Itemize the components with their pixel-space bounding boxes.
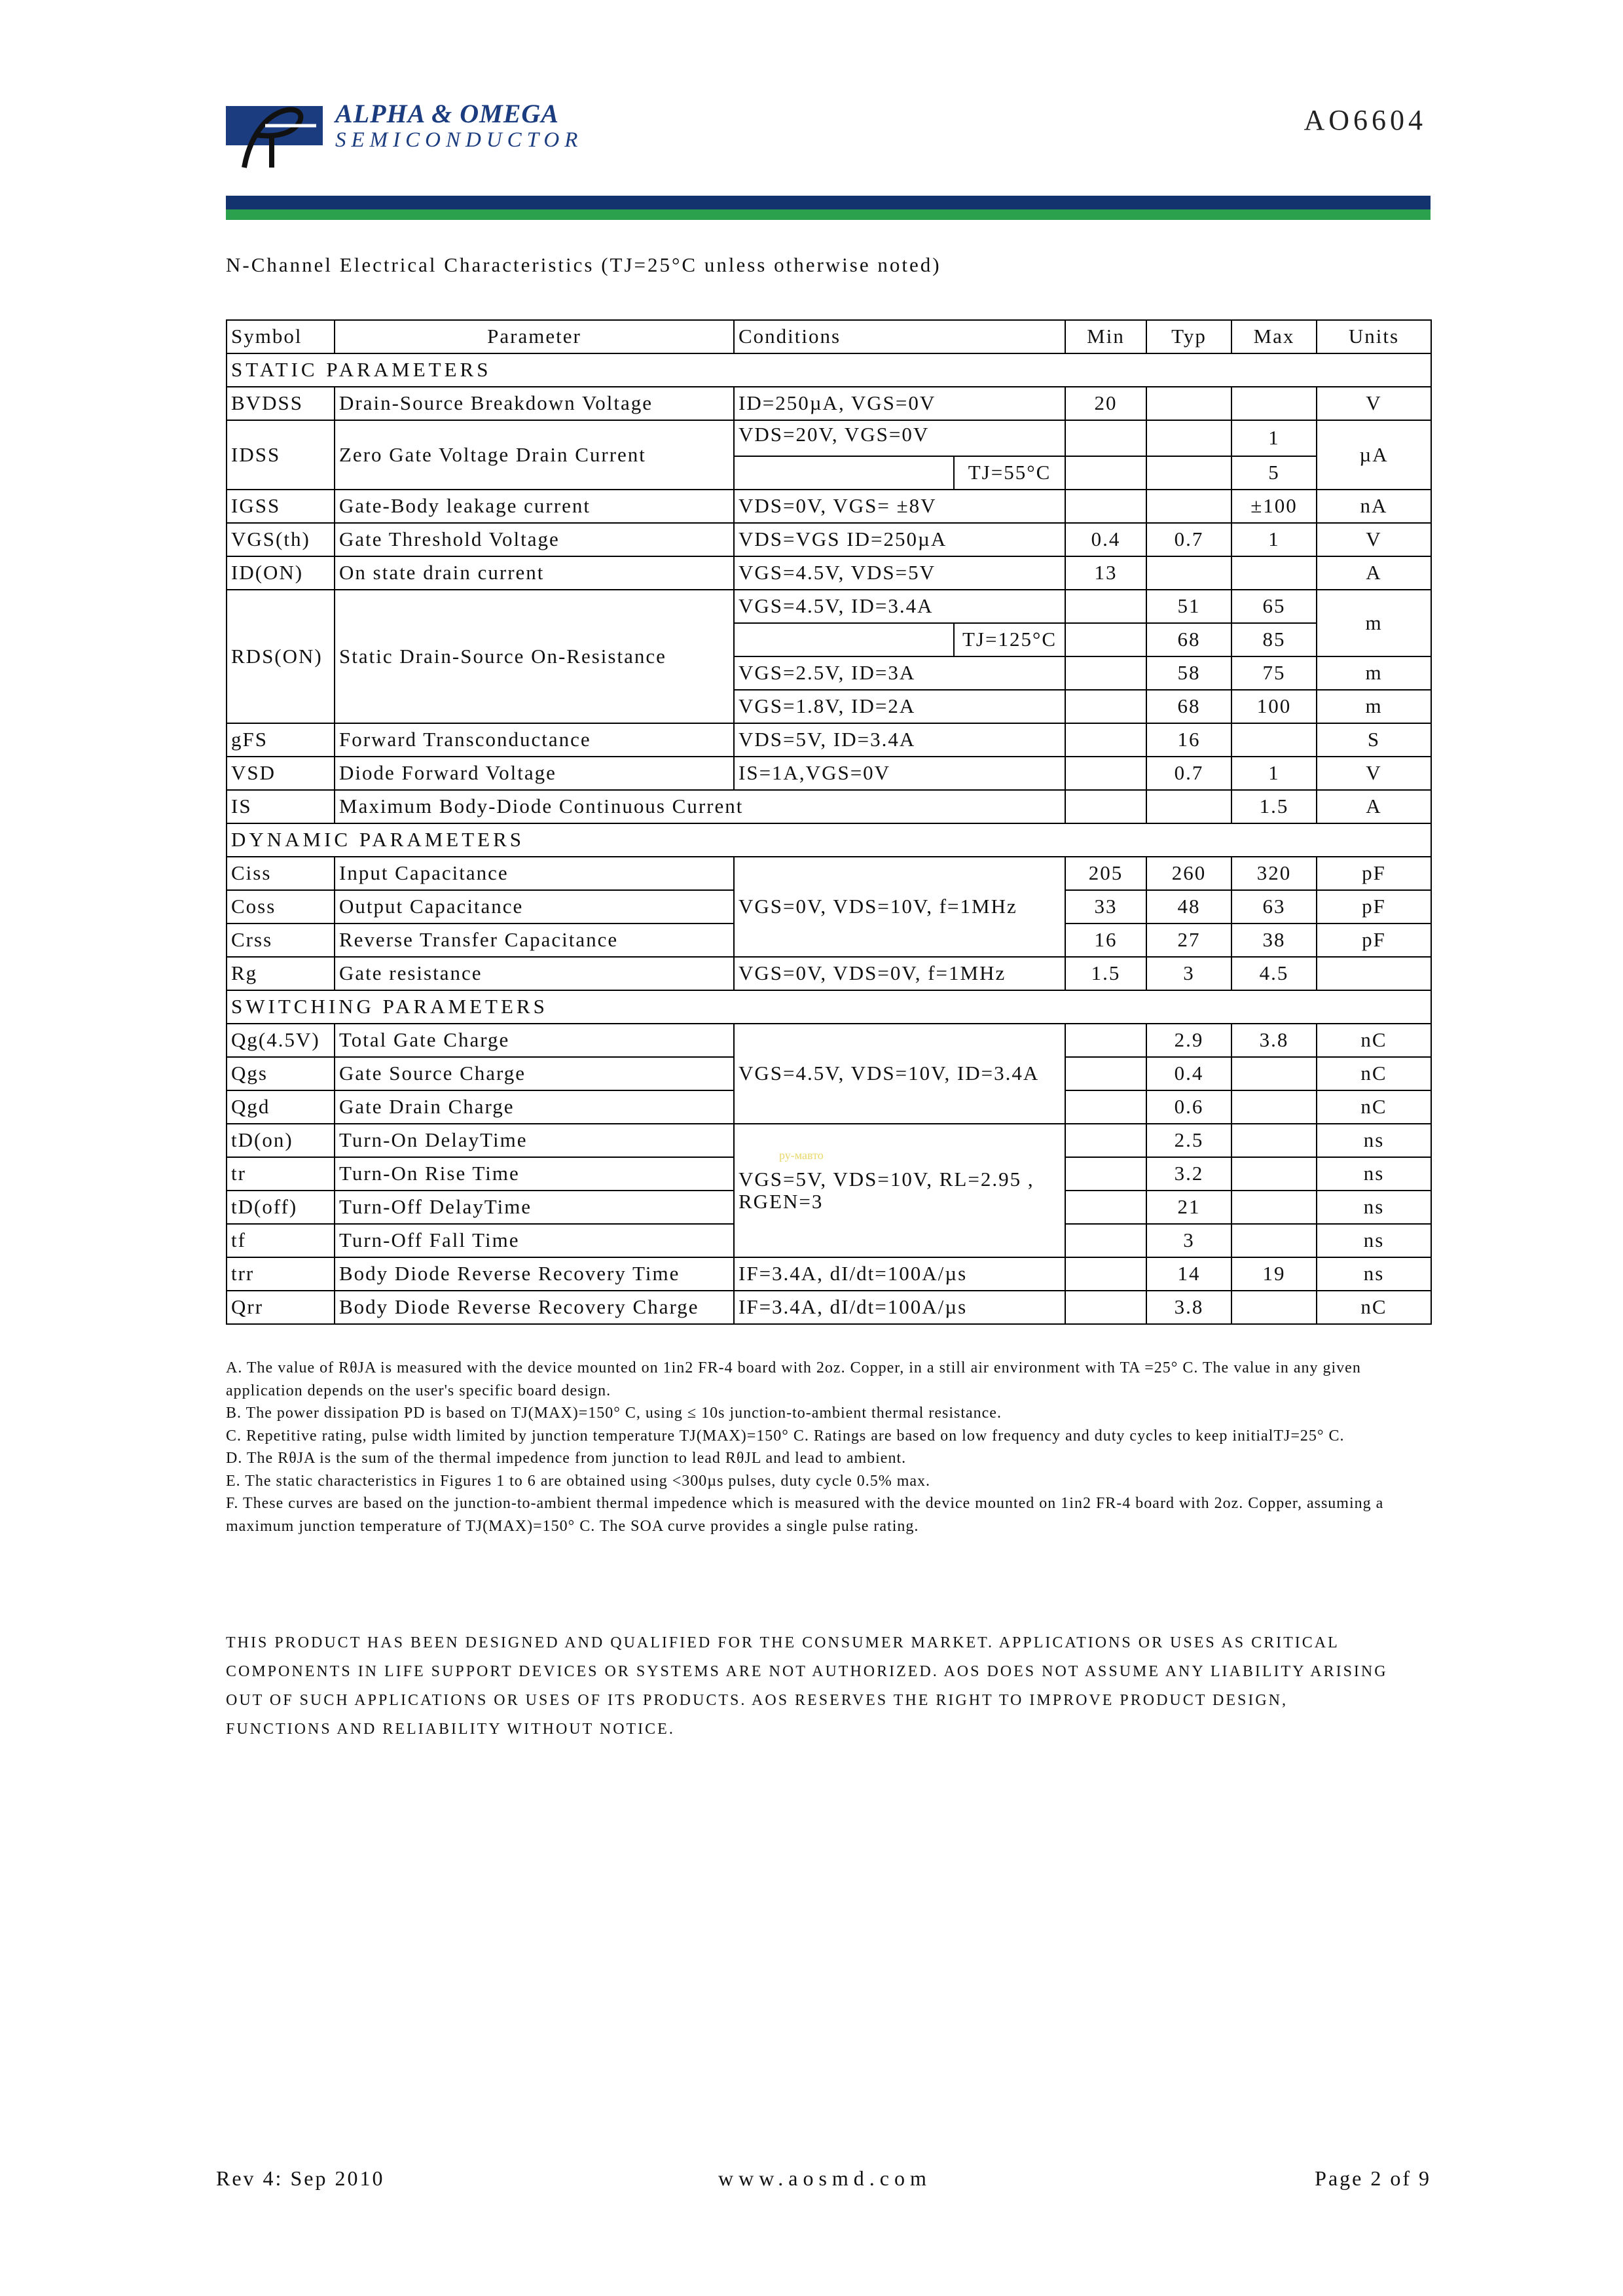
disclaimer-line: THIS PRODUCT HAS BEEN DESIGNED AND QUALIFIED FOR THE CONSUMER MARKET. APPLICATIONS OR USES AS CRITICAL xyxy=(226,1634,1340,1651)
header-typ: Typ xyxy=(1146,320,1231,353)
section-switching: SWITCHING PARAMETERS xyxy=(227,990,1431,1024)
table-header-row xyxy=(227,320,1431,353)
electrical-characteristics-table xyxy=(226,319,1432,1325)
parameter-cell: Total Gate Charge xyxy=(335,1024,734,1057)
parameter-cell: Forward Transconductance xyxy=(335,723,734,757)
revision-label: Rev 4: Sep 2010 xyxy=(216,2166,385,2190)
unit-cell: A xyxy=(1317,556,1431,590)
typ-cell: 51 xyxy=(1146,590,1231,623)
section-title: N-Channel Electrical Characteristics (TJ=25°C unless otherwise noted) xyxy=(226,253,941,276)
max-cell: 1 xyxy=(1231,420,1317,456)
footnote: A. The value of RθJA is measured with the device mounted on 1in2 FR-4 board with 2oz. Copper, in a still air environment with TA =25° C. The value in any given application depends on the user's specific board design. xyxy=(226,1359,1361,1399)
disclaimer-line: COMPONENTS IN LIFE SUPPORT DEVICES OR SYSTEMS ARE NOT AUTHORIZED. AOS DOES NOT ASSUME ANY LIABILITY ARISING xyxy=(226,1663,1388,1680)
disclaimer-line: FUNCTIONS AND RELIABILITY WITHOUT NOTICE. xyxy=(226,1721,675,1738)
symbol-cell: trr xyxy=(227,1257,335,1291)
min-cell: 33 xyxy=(1065,890,1146,924)
symbol-cell: Qg(4.5V) xyxy=(227,1024,335,1057)
disclaimer xyxy=(226,1628,1431,1744)
condition-cell: VGS=0V, VDS=0V, f=1MHz xyxy=(734,957,1065,990)
min-cell: 1.5 xyxy=(1065,957,1146,990)
table-row xyxy=(227,590,1431,623)
parameter-cell: On state drain current xyxy=(335,556,734,590)
symbol-cell: tD(off) xyxy=(227,1191,335,1224)
symbol-cell: tf xyxy=(227,1224,335,1257)
parameter-cell: Gate resistance xyxy=(335,957,734,990)
parameter-cell: Turn-On DelayTime xyxy=(335,1124,734,1157)
parameter-cell: Input Capacitance xyxy=(335,857,734,890)
symbol-cell: ID(ON) xyxy=(227,556,335,590)
min-cell xyxy=(1065,456,1146,490)
symbol-cell: Crss xyxy=(227,924,335,957)
max-cell: 320 xyxy=(1231,857,1317,890)
typ-cell: 0.7 xyxy=(1146,523,1231,556)
parameter-cell: Turn-On Rise Time xyxy=(335,1157,734,1191)
symbol-cell: tD(on) xyxy=(227,1124,335,1157)
unit-cell: m xyxy=(1317,656,1431,690)
unit-cell: S xyxy=(1317,723,1431,757)
symbol-cell: tr xyxy=(227,1157,335,1191)
unit-cell: V xyxy=(1317,523,1431,556)
unit-cell: nA xyxy=(1317,490,1431,523)
typ-cell xyxy=(1146,387,1231,420)
header-max: Max xyxy=(1231,320,1317,353)
typ-cell: 2.5 xyxy=(1146,1124,1231,1157)
unit-cell: A xyxy=(1317,790,1431,823)
unit-cell: V xyxy=(1317,387,1431,420)
parameter-cell: Static Drain-Source On-Resistance xyxy=(335,590,734,723)
symbol-cell: VGS(th) xyxy=(227,523,335,556)
parameter-cell: Turn-Off DelayTime xyxy=(335,1191,734,1224)
max-cell: 63 xyxy=(1231,890,1317,924)
brand-name: ALPHA & OMEGA xyxy=(335,99,559,128)
unit-cell: ns xyxy=(1317,1191,1431,1224)
condition-cell: IF=3.4A, dI/dt=100A/µs xyxy=(734,1257,1065,1291)
symbol-cell: Qgs xyxy=(227,1057,335,1090)
symbol-cell: Qrr xyxy=(227,1291,335,1324)
typ-cell: 68 xyxy=(1146,690,1231,723)
table-row xyxy=(227,790,1431,823)
footnote: C. Repetitive rating, pulse width limited by junction temperature TJ(MAX)=150° C. Ratings are based on low frequency and duty cycles to keep initialTJ=25° C. xyxy=(226,1427,1345,1444)
unit-cell: V xyxy=(1317,757,1431,790)
parameter-cell: Gate Drain Charge xyxy=(335,1090,734,1124)
min-cell: 20 xyxy=(1065,387,1146,420)
table-row xyxy=(227,957,1431,990)
section-dynamic: DYNAMIC PARAMETERS xyxy=(227,823,1431,857)
table-row xyxy=(227,556,1431,590)
typ-cell: 14 xyxy=(1146,1257,1231,1291)
symbol-cell: IGSS xyxy=(227,490,335,523)
header-units: Units xyxy=(1317,320,1431,353)
footnote: F. These curves are based on the junction-to-ambient thermal impedence which is measured with the device mounted on 1in2 FR-4 board with 2oz. Copper, assuming a maximum junction temperature of TJ(MAX)=150° C. The SOA curve provides a single pulse rating. xyxy=(226,1495,1384,1535)
symbol-cell: IS xyxy=(227,790,335,823)
min-cell: 0.4 xyxy=(1065,523,1146,556)
max-cell: 19 xyxy=(1231,1257,1317,1291)
table-row xyxy=(227,490,1431,523)
condition-cell: VDS=0V, VGS= ±8V xyxy=(734,490,1065,523)
table-row xyxy=(227,1124,1431,1157)
min-cell xyxy=(1065,420,1146,456)
typ-cell: 3.8 xyxy=(1146,1291,1231,1324)
typ-cell: 3.2 xyxy=(1146,1157,1231,1191)
table-row xyxy=(227,857,1431,890)
company-logo-icon xyxy=(226,99,323,170)
max-cell: 38 xyxy=(1231,924,1317,957)
unit-cell: ns xyxy=(1317,1124,1431,1157)
table-row xyxy=(227,1291,1431,1324)
typ-cell: 3 xyxy=(1146,957,1231,990)
unit-cell: m xyxy=(1317,690,1431,723)
condition-cell: VGS=4.5V, ID=3.4A xyxy=(734,590,1065,623)
typ-cell: 260 xyxy=(1146,857,1231,890)
symbol-cell: Coss xyxy=(227,890,335,924)
max-cell: 3.8 xyxy=(1231,1024,1317,1057)
max-cell: 100 xyxy=(1231,690,1317,723)
max-cell: 4.5 xyxy=(1231,957,1317,990)
condition-cell: VGS=1.8V, ID=2A xyxy=(734,690,1065,723)
table-row xyxy=(227,1024,1431,1057)
max-cell: 1 xyxy=(1231,757,1317,790)
max-cell: 75 xyxy=(1231,656,1317,690)
condition-cell: VGS=4.5V, VDS=5V xyxy=(734,556,1065,590)
condition-cell: VDS=VGS ID=250µA xyxy=(734,523,1065,556)
table-row xyxy=(227,387,1431,420)
condition-cell: ID=250µA, VGS=0V xyxy=(734,387,1065,420)
symbol-cell: IDSS xyxy=(227,420,335,490)
condition-cell: TJ=125°C xyxy=(954,623,1065,656)
min-cell: 16 xyxy=(1065,924,1146,957)
symbol-cell: Rg xyxy=(227,957,335,990)
condition-cell: VGS=4.5V, VDS=10V, ID=3.4A xyxy=(734,1024,1065,1124)
condition-cell: VDS=20V, VGS=0V xyxy=(734,420,1065,456)
symbol-cell: RDS(ON) xyxy=(227,590,335,723)
typ-cell: 0.6 xyxy=(1146,1090,1231,1124)
symbol-cell: BVDSS xyxy=(227,387,335,420)
unit-cell: ns xyxy=(1317,1157,1431,1191)
typ-cell: 48 xyxy=(1146,890,1231,924)
typ-cell: 27 xyxy=(1146,924,1231,957)
typ-cell: 0.4 xyxy=(1146,1057,1231,1090)
parameter-cell: Body Diode Reverse Recovery Charge xyxy=(335,1291,734,1324)
footnotes xyxy=(226,1357,1431,1537)
parameter-cell: Maximum Body-Diode Continuous Current xyxy=(335,790,1065,823)
table-row xyxy=(227,723,1431,757)
table-row xyxy=(227,1257,1431,1291)
brand-subtitle: SEMICONDUCTOR xyxy=(335,128,583,152)
symbol-cell: VSD xyxy=(227,757,335,790)
unit-cell: µA xyxy=(1317,420,1431,490)
typ-cell: 0.7 xyxy=(1146,757,1231,790)
footnote: E. The static characteristics in Figures 1 to 6 are obtained using <300µs pulses, duty cycle 0.5% max. xyxy=(226,1472,931,1490)
max-cell: 1 xyxy=(1231,523,1317,556)
typ-cell: 3 xyxy=(1146,1224,1231,1257)
website-link[interactable]: www.aosmd.com xyxy=(718,2166,932,2190)
condition-cell: VGS=0V, VDS=10V, f=1MHz xyxy=(734,857,1065,957)
table-row xyxy=(227,523,1431,556)
unit-cell: ns xyxy=(1317,1224,1431,1257)
parameter-cell: Diode Forward Voltage xyxy=(335,757,734,790)
disclaimer-line: OUT OF SUCH APPLICATIONS OR USES OF ITS PRODUCTS. AOS RESERVES THE RIGHT TO IMPROVE PRODUCT DESIGN, xyxy=(226,1692,1288,1709)
unit-cell: nC xyxy=(1317,1090,1431,1124)
parameter-cell: Drain-Source Breakdown Voltage xyxy=(335,387,734,420)
watermark: ру-мавто xyxy=(779,1149,824,1162)
unit-cell: pF xyxy=(1317,890,1431,924)
typ-cell: 68 xyxy=(1146,623,1231,656)
parameter-cell: Gate Threshold Voltage xyxy=(335,523,734,556)
condition-cell: IS=1A,VGS=0V xyxy=(734,757,1065,790)
typ-cell xyxy=(1146,420,1231,456)
condition-cell: TJ=55°C xyxy=(954,456,1065,490)
condition-cell: VGS=5V, VDS=10V, RL=2.95 , RGEN=3 xyxy=(734,1124,1065,1257)
header-band-green xyxy=(226,209,1431,220)
parameter-cell: Output Capacitance xyxy=(335,890,734,924)
max-cell: 5 xyxy=(1231,456,1317,490)
symbol-cell: Qgd xyxy=(227,1090,335,1124)
section-static: STATIC PARAMETERS xyxy=(227,353,1431,387)
typ-cell: 58 xyxy=(1146,656,1231,690)
max-cell: 1.5 xyxy=(1231,790,1317,823)
unit-cell: nC xyxy=(1317,1291,1431,1324)
condition-cell: IF=3.4A, dI/dt=100A/µs xyxy=(734,1291,1065,1324)
typ-cell: 16 xyxy=(1146,723,1231,757)
parameter-cell: Reverse Transfer Capacitance xyxy=(335,924,734,957)
header-parameter: Parameter xyxy=(335,320,734,353)
header-conditions: Conditions xyxy=(734,320,1065,353)
parameter-cell: Turn-Off Fall Time xyxy=(335,1224,734,1257)
part-number: AO6604 xyxy=(1304,104,1427,136)
typ-cell: 2.9 xyxy=(1146,1024,1231,1057)
footnote: B. The power dissipation PD is based on TJ(MAX)=150° C, using ≤ 10s junction-to-ambient thermal resistance. xyxy=(226,1405,1002,1422)
parameter-cell: Body Diode Reverse Recovery Time xyxy=(335,1257,734,1291)
unit-cell: nC xyxy=(1317,1057,1431,1090)
symbol-cell: gFS xyxy=(227,723,335,757)
header-min: Min xyxy=(1065,320,1146,353)
parameter-cell: Gate-Body leakage current xyxy=(335,490,734,523)
max-cell: 85 xyxy=(1231,623,1317,656)
unit-cell: pF xyxy=(1317,924,1431,957)
condition-cell: VGS=2.5V, ID=3A xyxy=(734,656,1065,690)
footnote: D. The RθJA is the sum of the thermal impedence from junction to lead RθJL and lead to ambient. xyxy=(226,1450,907,1467)
min-cell: 205 xyxy=(1065,857,1146,890)
header-symbol: Symbol xyxy=(227,320,335,353)
unit-cell: m xyxy=(1317,590,1431,656)
typ-cell: 21 xyxy=(1146,1191,1231,1224)
min-cell: 13 xyxy=(1065,556,1146,590)
typ-cell xyxy=(1146,456,1231,490)
page-number: Page 2 of 9 xyxy=(1315,2166,1431,2190)
header-band-blue xyxy=(226,196,1431,209)
parameter-cell: Gate Source Charge xyxy=(335,1057,734,1090)
parameter-cell: Zero Gate Voltage Drain Current xyxy=(335,420,734,490)
unit-cell: nC xyxy=(1317,1024,1431,1057)
table-row xyxy=(227,757,1431,790)
condition-cell: VDS=5V, ID=3.4A xyxy=(734,723,1065,757)
unit-cell: ns xyxy=(1317,1257,1431,1291)
max-cell xyxy=(1231,387,1317,420)
max-cell: 65 xyxy=(1231,590,1317,623)
table-row xyxy=(227,420,1431,456)
unit-cell: pF xyxy=(1317,857,1431,890)
symbol-cell: Ciss xyxy=(227,857,335,890)
max-cell: ±100 xyxy=(1231,490,1317,523)
